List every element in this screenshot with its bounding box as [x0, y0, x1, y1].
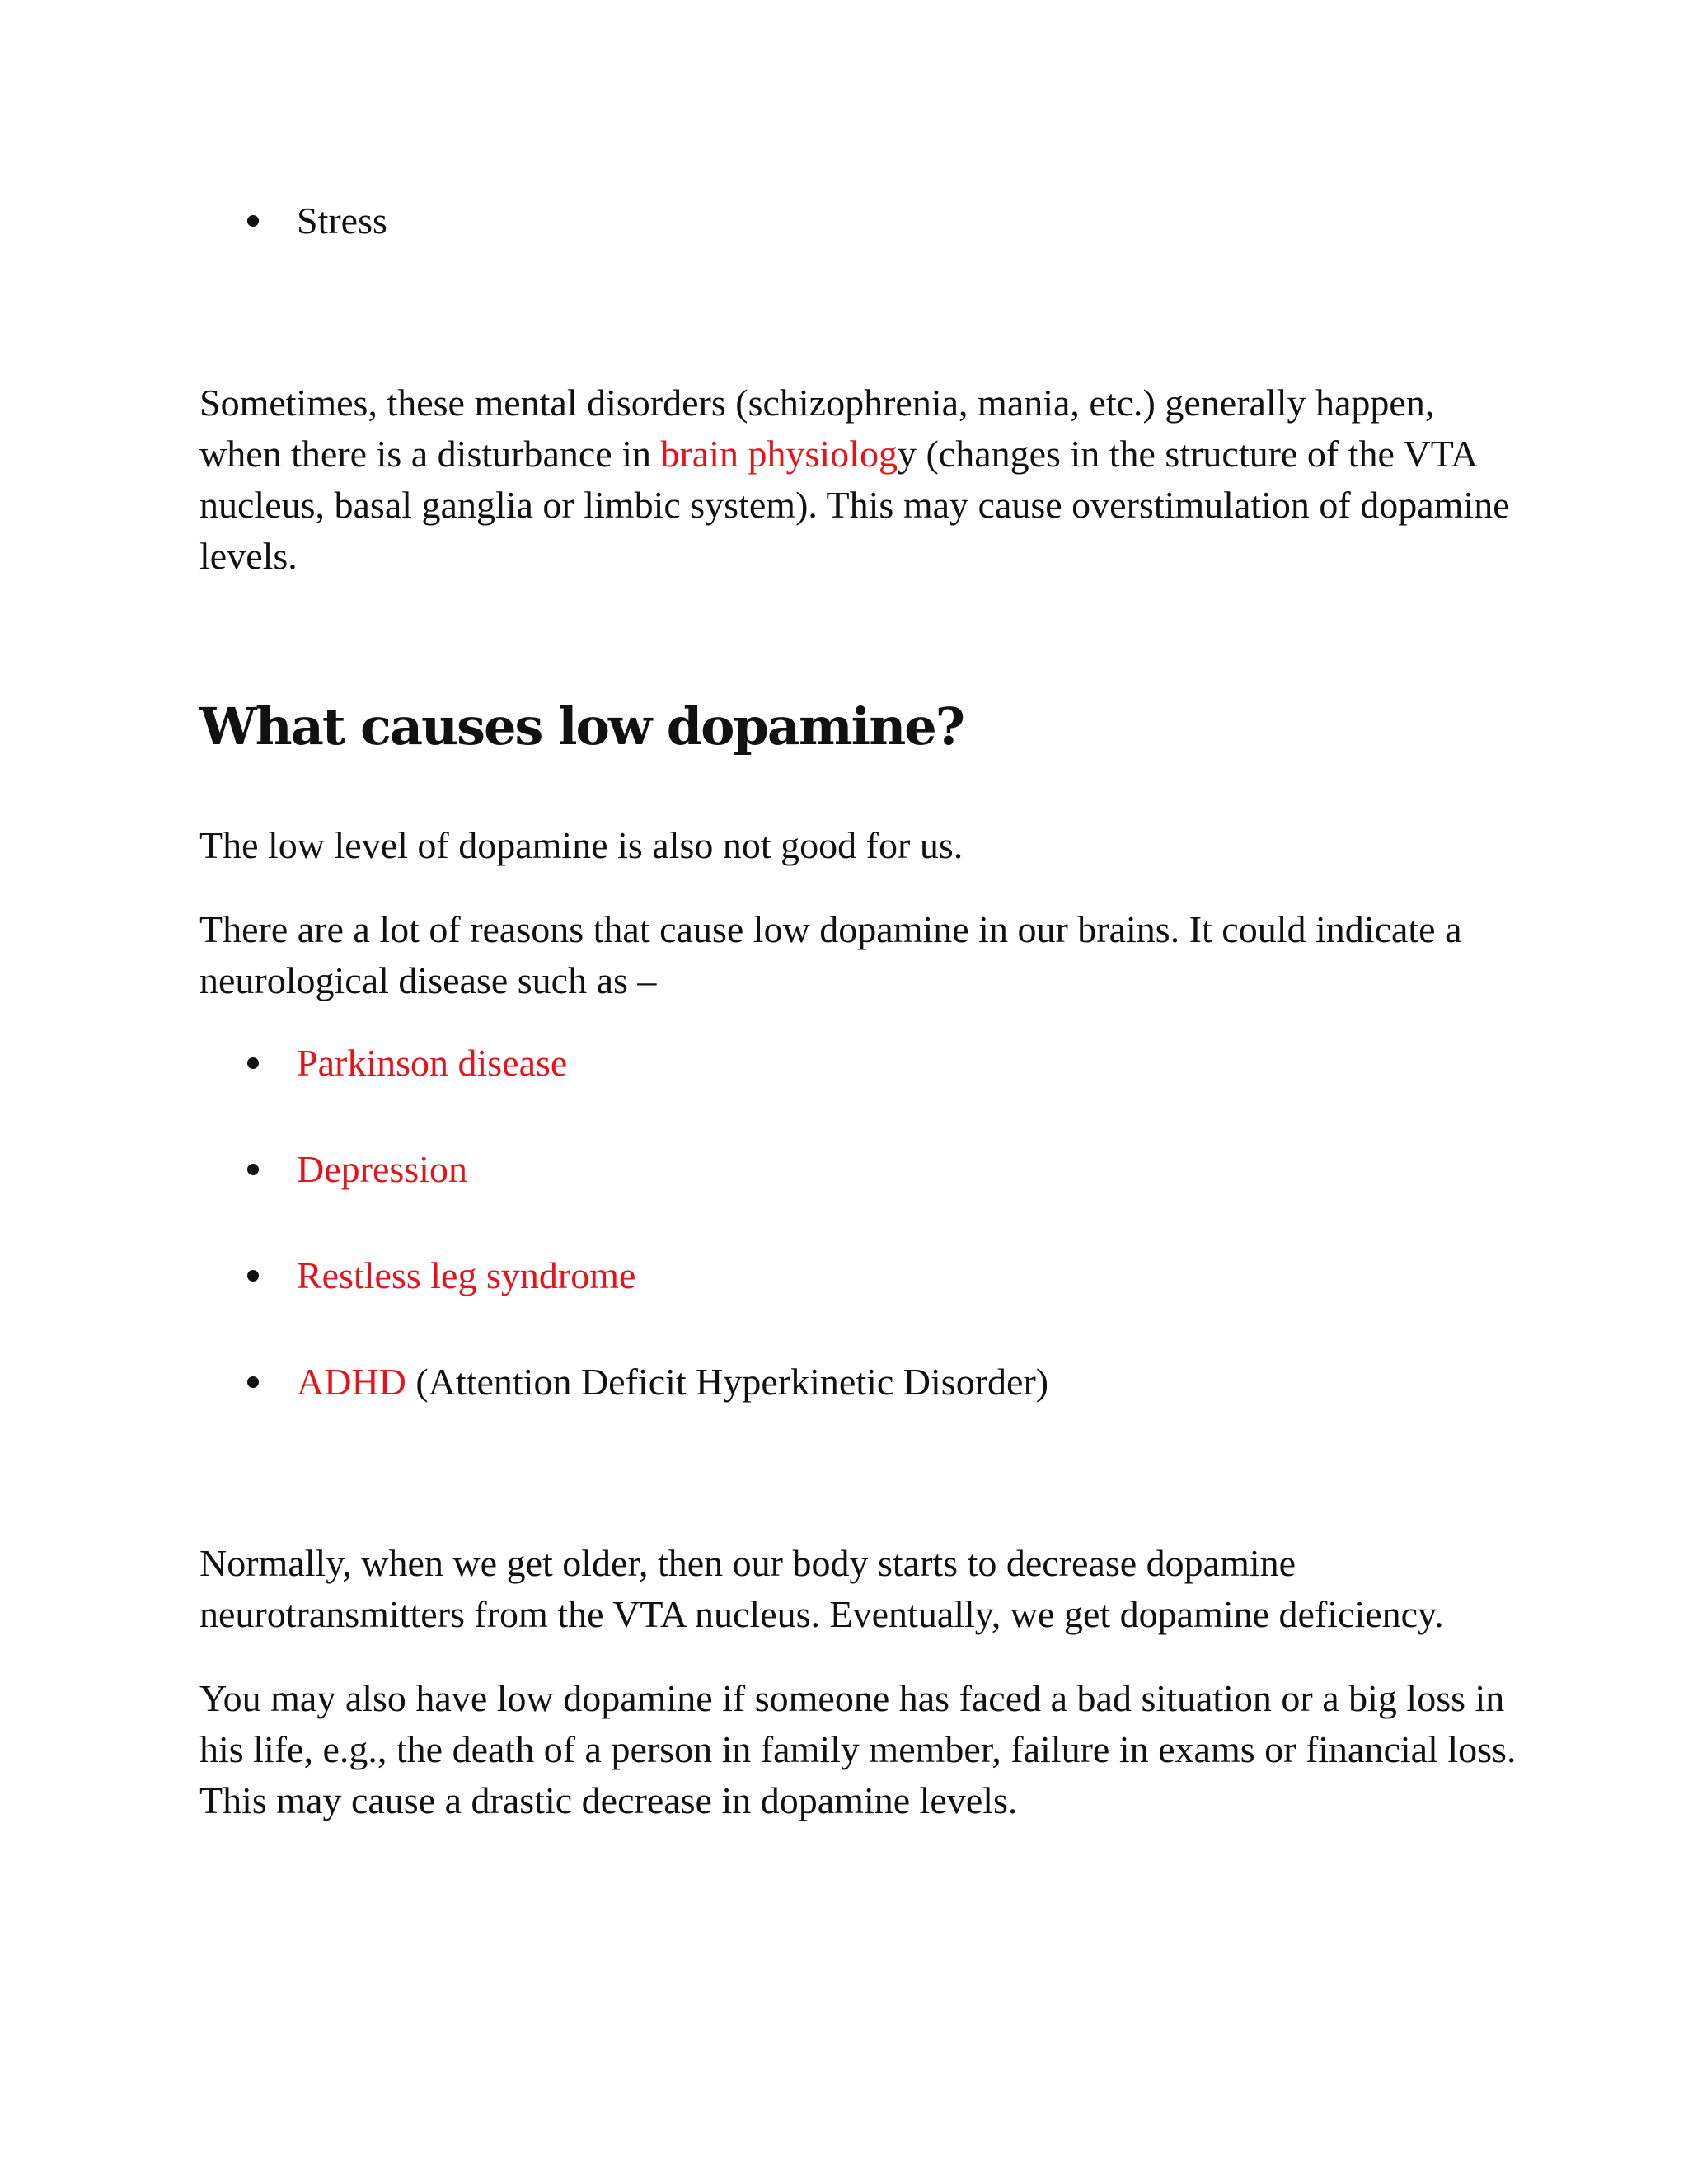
section-heading: What causes low dopamine? [199, 696, 964, 757]
paragraph-text: Sometimes, these mental disorders (schizophrenia, mania, etc.) generally happen, when there is a disturbance in [199, 382, 1435, 475]
brain-physiology-link[interactable]: brain physiolog [660, 433, 898, 475]
list-item-parkinson [247, 1038, 1484, 1089]
paragraph-brain-physiology [199, 377, 1518, 582]
restless-leg-syndrome-link[interactable]: Restless leg syndrome [297, 1254, 636, 1296]
adhd-description: (Attention Deficit Hyperkinetic Disorder) [406, 1361, 1049, 1403]
adhd-link[interactable]: ADHD [297, 1361, 406, 1403]
bullet-icon [247, 1057, 259, 1069]
paragraph-aging: Normally, when we get older, then our body starts to decrease dopamine neurotransmitters from the VTA nucleus. Eventually, we get dopamine deficiency. [199, 1542, 1444, 1635]
paragraph-reasons: There are a lot of reasons that cause low dopamine in our brains. It could indicate a neurological disease such as – [199, 908, 1462, 1001]
bullet-icon [247, 1270, 259, 1282]
list-item-restless-leg [247, 1250, 1484, 1301]
list-item-text: Stress [297, 199, 387, 241]
parkinson-disease-link[interactable]: Parkinson disease [297, 1042, 568, 1084]
paragraph-loss: You may also have low dopamine if someone has faced a bad situation or a big loss in his life, e.g., the death of a person in family member, failure in exams or financial loss. This may cause a drastic decrease in dopamine levels. [199, 1677, 1517, 1821]
list-item-depression [247, 1144, 1484, 1195]
bullet-icon [247, 1164, 259, 1175]
list-item-text [297, 1357, 1048, 1408]
list-item-adhd [247, 1357, 1484, 1408]
depression-link[interactable]: Depression [297, 1148, 467, 1190]
list-item-stress [247, 195, 1484, 246]
paragraph-low-level: The low level of dopamine is also not good for us. [199, 824, 964, 866]
bullet-icon [247, 1376, 259, 1388]
paragraph-text: y (changes in the structure of the VTA nucleus, basal ganglia or limbic system). This may cause overstimulation of dopamine levels. [199, 433, 1510, 577]
bullet-icon [247, 215, 259, 227]
